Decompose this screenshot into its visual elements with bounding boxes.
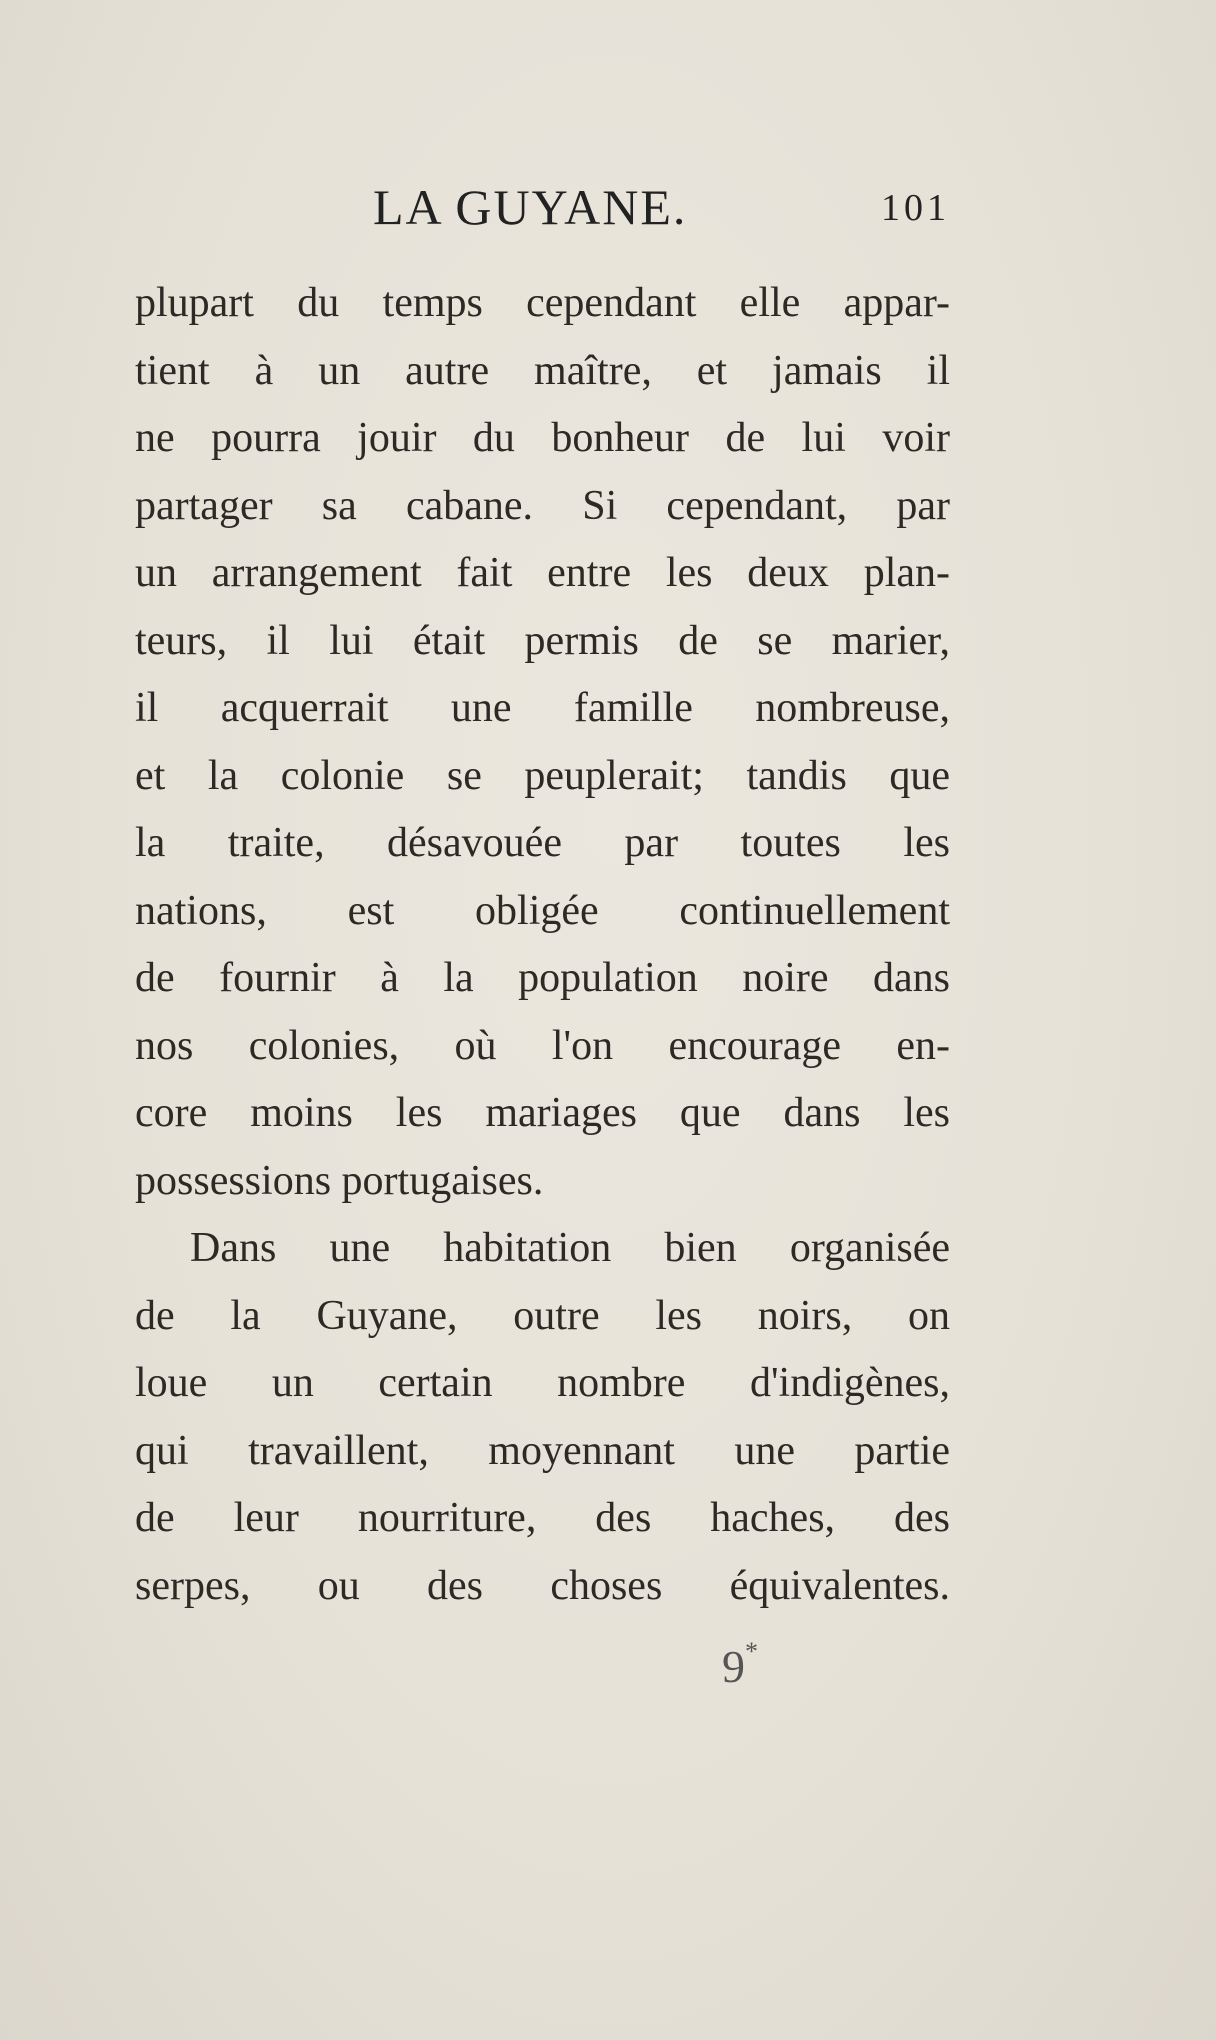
text-line: il acquerrait une famille nombreuse, <box>135 685 950 731</box>
text-line: et la colonie se peuplerait; tandis que <box>135 752 950 799</box>
text-line: loue un certain nombre d'indigènes, <box>135 1360 950 1406</box>
text-line: core moins les mariages que dans les <box>135 1090 950 1136</box>
running-title: LA GUYANE. <box>373 179 688 235</box>
signature-number: 9 <box>722 1641 745 1692</box>
printer-signature-mark <box>722 1636 758 1693</box>
text-line: nations, est obligée continuellement <box>135 887 950 934</box>
text-line: ne pourra jouir du bonheur de lui voir <box>135 415 950 461</box>
text-line: de la Guyane, outre les noirs, on <box>135 1292 950 1339</box>
page-number: 101 <box>881 187 950 229</box>
text-line: de fournir à la population noire dans <box>135 955 950 1001</box>
text-line: un arrangement fait entre les deux plan- <box>135 550 950 596</box>
paragraph-start-line: Dans une habitation bien organisée <box>190 1225 950 1271</box>
text-line: partager sa cabane. Si cependant, par <box>135 482 950 529</box>
text-line: possessions portugaises. <box>135 1157 544 1204</box>
text-line: de leur nourriture, des haches, des <box>135 1495 950 1541</box>
text-line: la traite, désavouée par toutes les <box>135 820 950 866</box>
text-line: nos colonies, où l'on encourage en- <box>135 1022 950 1069</box>
text-line: serpes, ou des choses équivalentes. <box>135 1562 950 1609</box>
text-line: tient à un autre maître, et jamais il <box>135 347 950 394</box>
signature-asterisk: * <box>745 1636 758 1666</box>
body-text <box>135 270 950 1620</box>
text-line: teurs, il lui était permis de se marier, <box>135 617 950 664</box>
text-line: plupart du temps cependant elle appar- <box>135 280 950 326</box>
page-header <box>135 178 950 248</box>
text-line: qui travaillent, moyennant une partie <box>135 1427 950 1474</box>
